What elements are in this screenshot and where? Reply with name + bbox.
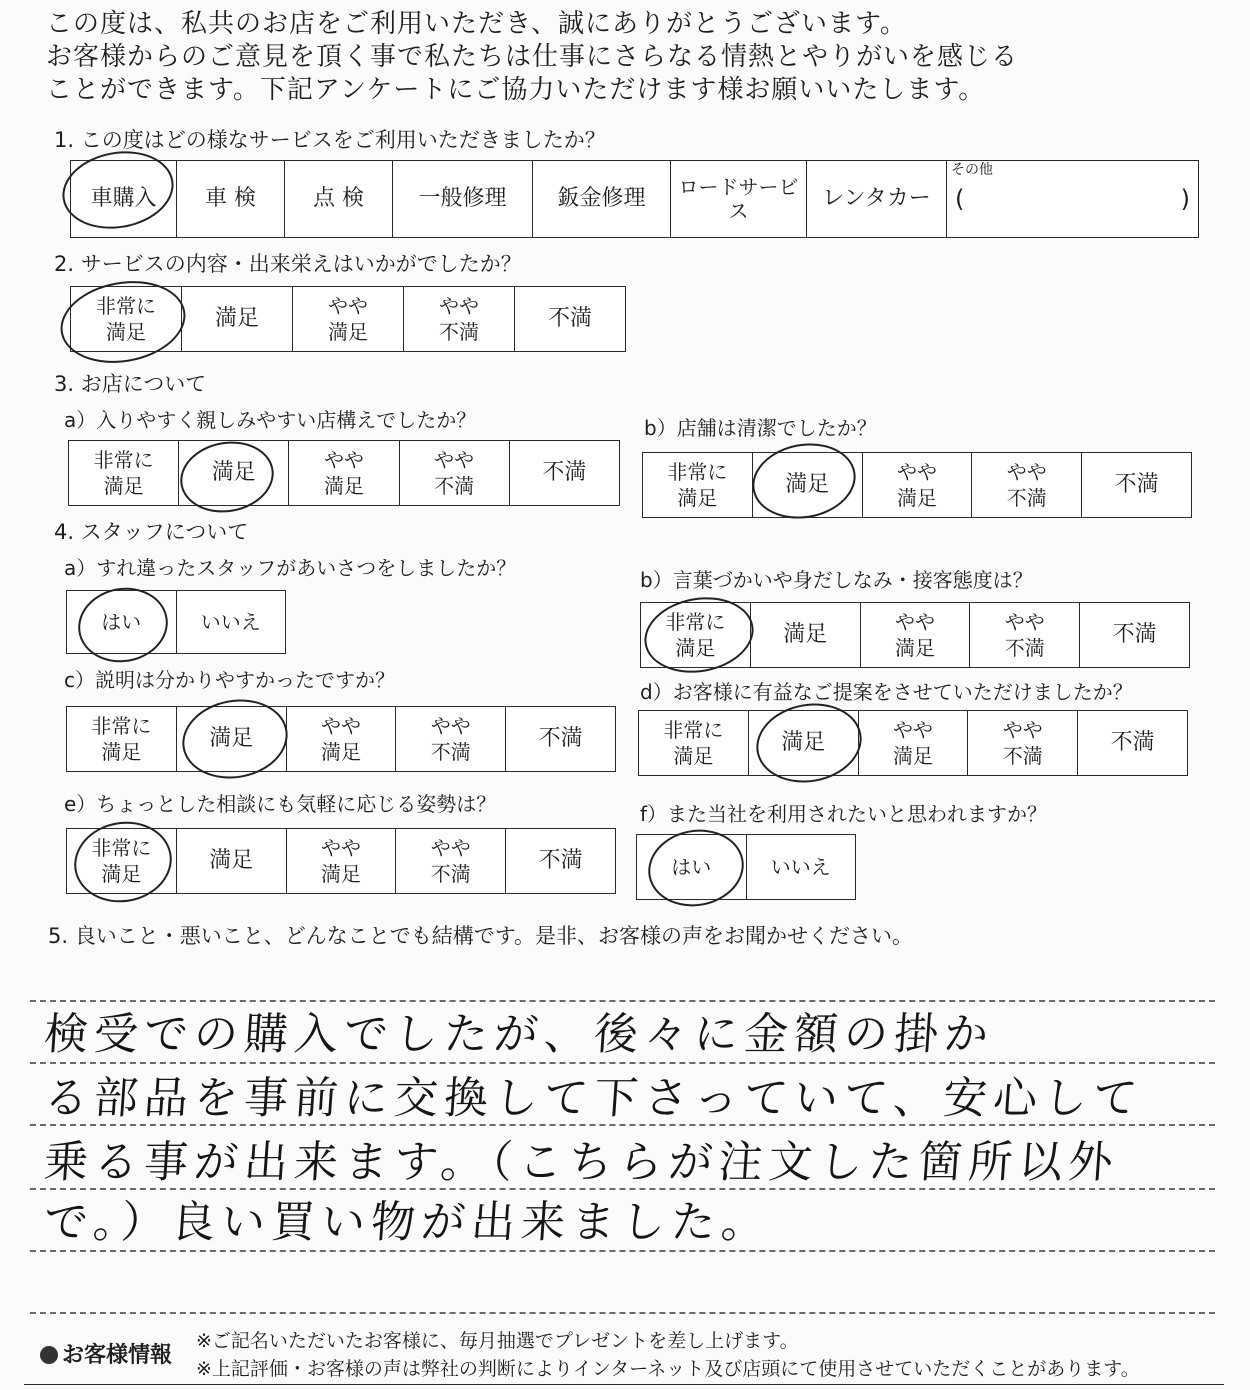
option-line: やや [896, 460, 937, 484]
option-line: 満足 [328, 320, 368, 344]
option-somewhat-satisfied[interactable] [860, 603, 970, 668]
q1-option-rental[interactable]: レンタカー [807, 161, 947, 238]
option-line: 満足 [675, 636, 716, 660]
option-no[interactable]: いいえ [746, 835, 856, 900]
option-line: やや [320, 836, 361, 860]
q3b-options [642, 452, 1192, 518]
q1-option-check[interactable]: 点 検 [285, 161, 393, 238]
option-somewhat-dissatisfied[interactable] [972, 453, 1082, 518]
answer-line: で。）良い買い物が出来ました。 [42, 1197, 773, 1248]
option-line: やや [320, 714, 361, 738]
option-line: 不満 [1004, 636, 1045, 660]
option-somewhat-dissatisfied[interactable] [399, 441, 509, 506]
option-somewhat-dissatisfied[interactable] [404, 287, 515, 352]
q4a-question: a）すれ違ったスタッフがあいさつをしましたか？ [64, 556, 517, 580]
writing-line [30, 1124, 1215, 1126]
option-line: 満足 [101, 862, 142, 886]
option-satisfied[interactable]: 満足 [176, 829, 286, 894]
option-line: 非常に [91, 836, 152, 860]
option-satisfied[interactable]: 満足 [750, 603, 860, 668]
option-satisfied[interactable]: 満足 [176, 707, 286, 772]
customer-info-label: お客様情報 [62, 1343, 173, 1368]
option-line: 不満 [439, 320, 479, 344]
option-very-satisfied[interactable] [67, 707, 177, 772]
customer-note-2: ※上記評価・お客様の声は弊社の判断によりインターネット及び店頭にて使用させていただくことがあります。 [196, 1358, 1140, 1380]
other-paren-open: ( [955, 185, 965, 213]
q1-question: 1. この度はどの様なサービスをご利用いただきましたか？ [54, 128, 606, 152]
q4f-options [636, 834, 856, 900]
option-line: 満足 [896, 486, 937, 510]
option-very-satisfied[interactable] [69, 441, 179, 506]
option-somewhat-satisfied[interactable] [293, 287, 404, 352]
intro-line: この度は、私共のお店をご利用いただき、誠にありがとうございます。 [46, 9, 907, 39]
option-dissatisfied[interactable]: 不満 [1078, 711, 1188, 776]
q3a-question: a）入りやすく親しみやすい店構えでしたか？ [64, 408, 477, 432]
option-line: 不満 [1006, 486, 1047, 510]
option-very-satisfied[interactable] [639, 711, 749, 776]
option-line: 満足 [323, 474, 364, 498]
customer-info-title [40, 1338, 172, 1369]
q4e-question: e）ちょっとした相談にも気軽に応じる姿勢は？ [64, 792, 497, 816]
q4b-question: b）言葉づかいや身だしなみ・接客態度は？ [640, 568, 1033, 592]
option-somewhat-dissatisfied[interactable] [970, 603, 1080, 668]
option-line: 非常に [91, 714, 152, 738]
option-line: 非常に [663, 718, 724, 742]
q5-question: 5. 良いこと・悪いこと、どんなことでも結構です。是非、お客様の声をお聞かせください。 [48, 924, 914, 948]
q1-option-car-purchase[interactable]: 車購入 [71, 161, 177, 238]
other-label: その他 [951, 162, 993, 178]
option-somewhat-dissatisfied[interactable] [396, 707, 506, 772]
option-somewhat-satisfied[interactable] [862, 453, 972, 518]
option-somewhat-satisfied[interactable] [289, 441, 399, 506]
q4d-options [638, 710, 1188, 776]
option-dissatisfied[interactable]: 不満 [506, 707, 616, 772]
option-dissatisfied[interactable]: 不満 [509, 441, 619, 506]
other-paren-close: ) [1180, 185, 1190, 213]
option-somewhat-dissatisfied[interactable] [968, 711, 1078, 776]
option-line: 満足 [103, 474, 144, 498]
q4c-options [66, 706, 616, 772]
q1-option-bodywork[interactable]: 鈑金修理 [533, 161, 671, 238]
option-very-satisfied[interactable] [641, 603, 751, 668]
option-very-satisfied[interactable] [71, 287, 182, 352]
q1-option-general-repair[interactable]: 一般修理 [393, 161, 533, 238]
q4b-options [640, 602, 1190, 668]
q4e-options [66, 828, 616, 894]
option-satisfied[interactable]: 満足 [179, 441, 289, 506]
option-line: 満足 [101, 740, 142, 764]
option-line: 非常に [665, 610, 726, 634]
option-line: 非常に [93, 448, 154, 472]
q3-question: 3. お店について [54, 372, 207, 396]
option-somewhat-satisfied[interactable] [858, 711, 968, 776]
option-line: 不満 [430, 862, 471, 886]
option-yes[interactable]: はい [637, 835, 747, 900]
option-very-satisfied[interactable] [67, 829, 177, 894]
option-satisfied[interactable]: 満足 [182, 287, 293, 352]
option-line: 不満 [430, 740, 471, 764]
option-very-satisfied[interactable] [643, 453, 753, 518]
q4f-question: f）また当社を利用されたいと思われますか？ [640, 802, 1048, 826]
q1-option-other[interactable] [947, 161, 1199, 238]
option-somewhat-satisfied[interactable] [286, 829, 396, 894]
q1-options [70, 160, 1199, 238]
customer-note-1: ※ご記名いただいたお客様に、毎月抽選でプレゼントを差し上げます。 [196, 1330, 799, 1352]
option-line: やや [323, 448, 364, 472]
option-satisfied[interactable]: 満足 [752, 453, 862, 518]
option-line: やや [430, 714, 471, 738]
option-line: 満足 [106, 320, 146, 344]
q4-question: 4. スタッフについて [54, 520, 249, 544]
option-dissatisfied[interactable]: 不満 [506, 829, 616, 894]
option-line: 満足 [892, 744, 933, 768]
option-line: 満足 [673, 744, 714, 768]
writing-line [30, 1188, 1215, 1190]
option-line: 満足 [320, 862, 361, 886]
option-yes[interactable]: はい [67, 591, 177, 654]
option-line: やや [892, 718, 933, 742]
option-line: 満足 [320, 740, 361, 764]
option-line: 非常に [667, 460, 728, 484]
option-dissatisfied[interactable]: 不満 [1080, 603, 1190, 668]
answer-line: る部品を事前に交換して下さっていて、安心して [42, 1073, 1145, 1124]
form-bottom-border [24, 1384, 1224, 1385]
intro-line: お客様からのご意見を頂く事で私たちは仕事にさらなる情熱とやりがいを感じる [46, 42, 1019, 72]
option-dissatisfied[interactable]: 不満 [1082, 453, 1192, 518]
q1-option-inspection[interactable]: 車 検 [177, 161, 285, 238]
option-line: 非常に [96, 294, 156, 318]
option-line: 不満 [434, 474, 475, 498]
option-dissatisfied[interactable]: 不満 [515, 287, 626, 352]
q1-option-road-service[interactable]: ロードサービス [671, 161, 807, 238]
bullet-icon [40, 1346, 58, 1364]
option-line: 満足 [894, 636, 935, 660]
option-line: やや [1004, 610, 1045, 634]
intro-line: ことができます。下記アンケートにご協力いただけます様お願いいたします。 [46, 75, 986, 105]
option-somewhat-satisfied[interactable] [286, 707, 396, 772]
q2-options [70, 286, 626, 352]
option-no[interactable]: いいえ [176, 591, 286, 654]
option-line: やや [894, 610, 935, 634]
intro-text [46, 8, 1236, 107]
option-line: 不満 [1002, 744, 1043, 768]
q3a-options [68, 440, 620, 506]
option-somewhat-dissatisfied[interactable] [396, 829, 506, 894]
option-satisfied[interactable]: 満足 [748, 711, 858, 776]
option-line: やや [1006, 460, 1047, 484]
answer-line: 乗る事が出来ます。（こちらが注文した箇所以外 [42, 1137, 1121, 1188]
answer-line: 検受での購入でしたが、後々に金額の掛か [42, 1009, 996, 1060]
q3b-question: b）店舗は清潔でしたか？ [644, 416, 877, 440]
writing-line [30, 1312, 1215, 1314]
option-line: やや [434, 448, 475, 472]
option-line: やや [439, 294, 479, 318]
option-line: やや [1002, 718, 1043, 742]
q4d-question: d）お客様に有益なご提案をさせていただけましたか？ [640, 680, 1133, 704]
q4c-question: c）説明は分かりやすかったですか？ [64, 668, 395, 692]
option-line: 満足 [677, 486, 718, 510]
q4a-options [66, 590, 286, 654]
writing-line [30, 1062, 1215, 1064]
option-line: やや [430, 836, 471, 860]
q2-question: 2. サービスの内容・出来栄えはいかがでしたか？ [54, 252, 522, 276]
writing-line [30, 1000, 1215, 1002]
writing-line [30, 1250, 1215, 1252]
option-line: やや [328, 294, 368, 318]
